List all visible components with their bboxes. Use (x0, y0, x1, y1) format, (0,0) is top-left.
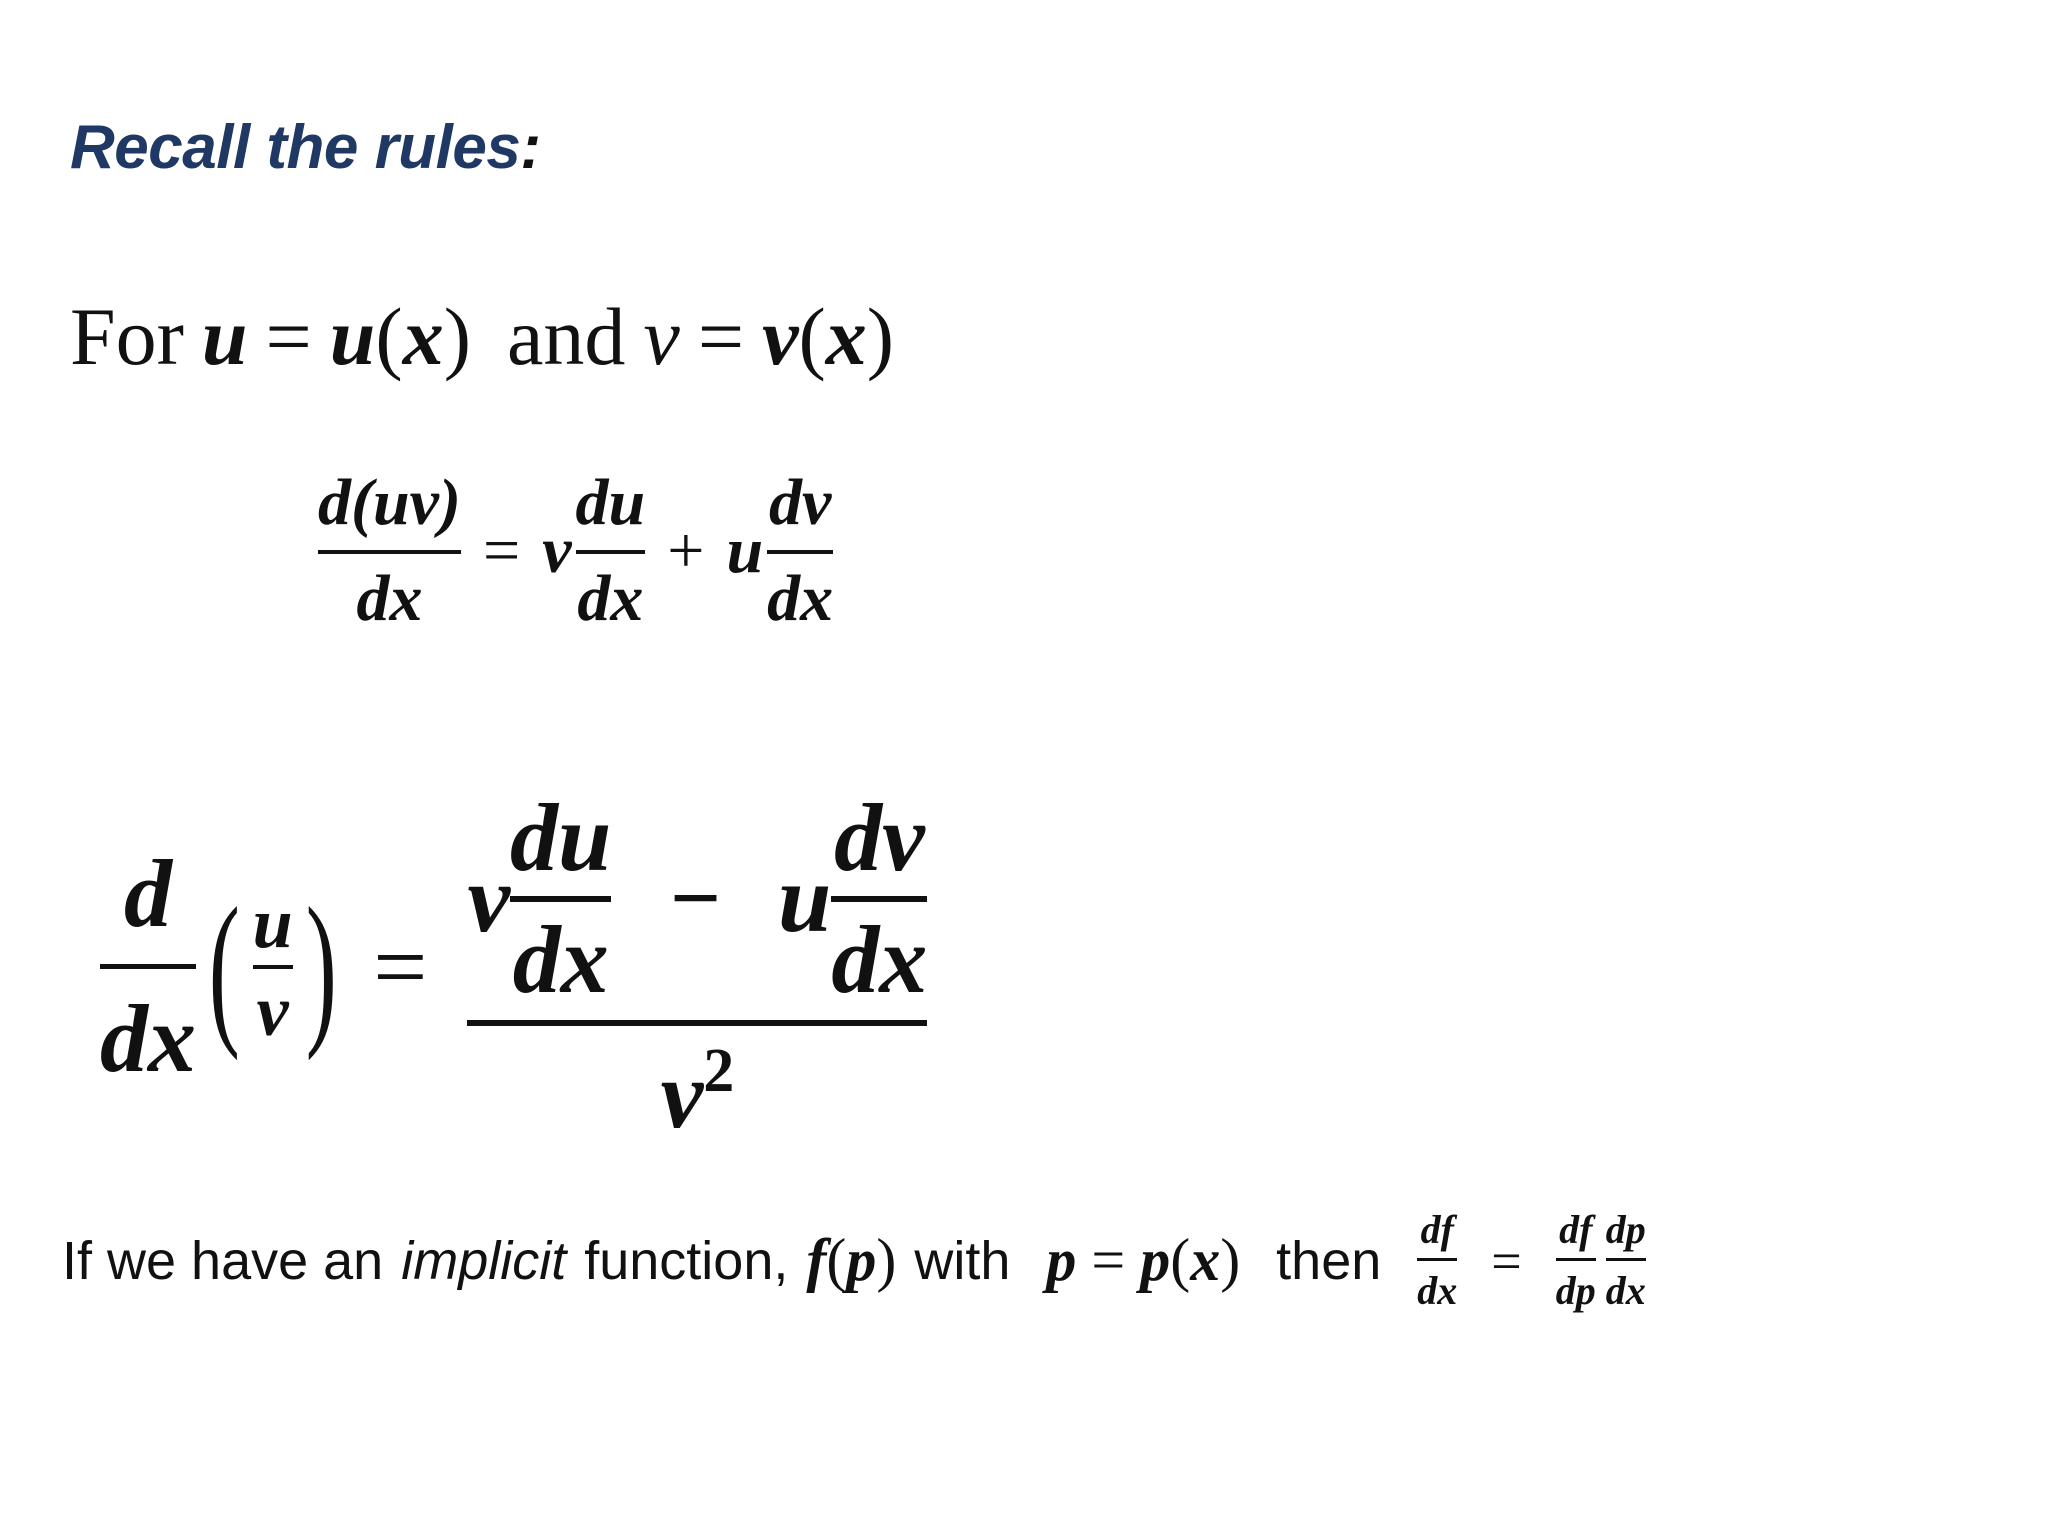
u-variable: u (201, 291, 248, 382)
implicit-rhs2-numerator: dp (1605, 1207, 1646, 1252)
product-term2-coef: u (726, 514, 764, 587)
quotient-term1-coef: v (467, 845, 511, 952)
implicit-text-before: If we have an (62, 1230, 384, 1291)
equals-sign: = (265, 291, 312, 382)
f-symbol: f (806, 1227, 827, 1293)
product-equals: = (482, 514, 521, 587)
and-word: and (507, 291, 626, 382)
quotient-derivative-operator (100, 840, 196, 1092)
p-symbol: p (846, 1227, 877, 1293)
fraction-bar (1417, 1258, 1457, 1261)
implicit-rule (62, 1207, 1646, 1313)
for-word: For (70, 291, 184, 382)
u-function: u (329, 291, 376, 382)
quotient-term2-fraction (831, 784, 928, 1013)
quotient-inner-denominator: v (256, 970, 289, 1051)
implicit-rhs2-denominator: dx (1605, 1268, 1646, 1313)
quotient-term2-numerator: dv (834, 784, 925, 891)
quotient-inner-numerator: u (252, 882, 293, 963)
implicit-rhs2-fraction (1605, 1207, 1646, 1313)
fraction-bar (576, 550, 646, 554)
fraction-bar (510, 896, 611, 902)
quotient-rhs-denominator (660, 1037, 735, 1148)
v-function: v (762, 291, 799, 382)
product-term2-fraction (767, 466, 834, 635)
p-function: p (1140, 1227, 1171, 1293)
product-term1-numerator: du (575, 466, 646, 539)
quotient-term2-coef: u (777, 845, 832, 952)
implicit-lhs-fraction (1417, 1207, 1458, 1313)
implicit-rhs1-fraction (1555, 1207, 1596, 1313)
x-variable-2: x (825, 291, 867, 382)
product-term1-denominator: dx (577, 562, 644, 635)
open-paren: ( (208, 872, 240, 1061)
denominator-base: v (660, 1041, 704, 1148)
quotient-rhs-fraction (467, 784, 928, 1148)
quotient-inner-fraction (252, 882, 293, 1051)
then-word: then (1276, 1230, 1382, 1291)
section-heading (70, 112, 540, 183)
product-term2-denominator: dx (767, 562, 834, 635)
p-definition: p = p(x) (1046, 1227, 1241, 1293)
p-equals: = (1091, 1227, 1126, 1293)
quotient-d-denominator: dx (100, 985, 196, 1092)
implicit-rhs-product (1555, 1207, 1646, 1313)
fraction-bar (1556, 1258, 1596, 1261)
fraction-bar (318, 550, 461, 554)
x-symbol: x (1190, 1227, 1221, 1293)
fraction-bar (100, 964, 196, 969)
with-word: with (914, 1230, 1011, 1291)
implicit-text-after: function, (584, 1230, 789, 1291)
quotient-term2-denominator: dx (831, 906, 928, 1013)
product-lhs-denominator: dx (356, 562, 423, 635)
product-term1-coef: v (542, 514, 572, 587)
product-lhs-fraction (318, 466, 461, 635)
quotient-term1-denominator: dx (512, 906, 609, 1013)
product-rule (318, 466, 834, 635)
quotient-rule (100, 784, 928, 1148)
quotient-d-numerator: d (124, 840, 172, 947)
implicit-rhs1-denominator: dp (1555, 1268, 1596, 1313)
quotient-rhs-numerator (467, 784, 928, 1013)
quotient-term1-numerator: du (510, 784, 612, 891)
fraction-bar (831, 896, 927, 902)
fraction-bar (767, 550, 833, 554)
fraction-bar (253, 965, 293, 969)
heading-colon: : (520, 113, 541, 182)
quotient-minus: − (667, 849, 722, 948)
product-lhs-numerator: d(uv) (318, 466, 461, 539)
implicit-lhs-denominator: dx (1417, 1268, 1458, 1313)
variable-definition: For u = u(x) and v = v(x) (70, 291, 895, 382)
product-plus: + (667, 514, 705, 587)
quotient-equals: = (373, 913, 428, 1020)
heading-text: Recall the rules (70, 113, 521, 182)
product-term1-fraction (575, 466, 646, 635)
p-variable: p (1046, 1227, 1077, 1293)
denominator-exponent: 2 (703, 1037, 735, 1105)
x-variable: x (402, 291, 444, 382)
implicit-rhs1-numerator: df (1559, 1207, 1593, 1252)
quotient-term1-fraction (510, 784, 612, 1013)
v-variable: v (643, 291, 680, 382)
implicit-equals: = (1491, 1230, 1522, 1291)
fraction-bar (467, 1020, 927, 1026)
implicit-italic-word: implicit (401, 1230, 567, 1291)
product-term2-numerator: dv (769, 466, 832, 539)
fraction-bar (1606, 1258, 1646, 1261)
equals-sign-2: = (697, 291, 745, 382)
implicit-lhs-numerator: df (1420, 1207, 1454, 1252)
f-of-p: f(p) (806, 1227, 897, 1293)
close-paren: ) (305, 872, 337, 1061)
